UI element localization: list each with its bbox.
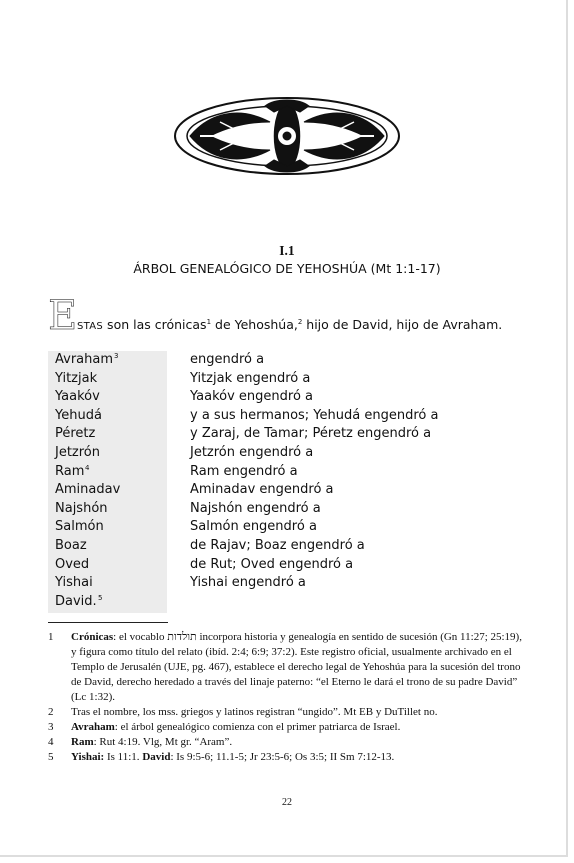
footnote: 1 Crónicas: el vocablo תולדות incorpora historia y genealogía en sentido de sucesión (Gn 11:27; 25:19), y figura como título del relato (ibíd. 2:4; 6:9; 37:2). Este registro oficial, usualmente archivado en el Templo de Jerusalén (UJE, pg. 467), establece el derecho legal de Yehoshúa para la sucesión del trono de David, derecho heredado a través del linaje paterno: “el Eterno le dará el trono de su padre David” (Lc 1:32).	[48, 631, 522, 703]
lineage-text: de Rut; Oved engendró a	[190, 556, 354, 572]
ancestor-name: Najshón	[55, 500, 108, 516]
lineage-text: de Rajav; Boaz engendró a	[190, 538, 365, 553]
footnote-ref[interactable]: 5	[98, 593, 103, 602]
ancestor-name: Aminadav	[55, 482, 121, 498]
intro-text: STAS son las crónicas$^1$ de Yehoshúa,$^2$ hijo de David, hijo de Avraham.	[77, 317, 503, 332]
intro-paragraph	[48, 293, 548, 339]
ancestor-name: Yehudá	[55, 407, 102, 423]
ancestor-name: Ram	[55, 463, 85, 479]
ancestor-name: Salmón	[55, 519, 104, 535]
footnote-ref[interactable]: 1	[206, 318, 212, 326]
lineage-text: Ram engendró a	[190, 463, 298, 479]
footnote-ref[interactable]: 3	[114, 352, 119, 360]
lineage-text: Najshón engendró a	[190, 500, 321, 516]
lineage-text: Yitzjak engendró a	[190, 370, 311, 386]
ancestor-name: Yitzjak	[55, 370, 98, 386]
lineage-text: y Zaraj, de Tamar; Péretz engendró a	[190, 426, 432, 442]
ancestor-name: Avraham	[55, 352, 114, 367]
lineage-text: y a sus hermanos; Yehudá engendró a	[190, 407, 439, 423]
footnote: 3 Avraham: el árbol genealógico comienza con el primer patriarca de Israel.	[48, 721, 401, 733]
footnote-ref[interactable]: 4	[85, 463, 90, 472]
ancestor-name: Péretz	[55, 426, 96, 442]
page-number: 22	[282, 797, 292, 808]
ancestor-name: Oved	[55, 556, 90, 572]
footnote: 5 Yishai: Is 11:1. David: Is 9:5-6; 11.1-5; Jr 23:5-6; Os 3:5; II Sm 7:12-13.	[48, 751, 395, 763]
ancestor-name: Yaakóv	[55, 389, 100, 405]
footnote: 2 Tras el nombre, los mss. griegos y latinos registran “ungido”. Mt EB y DuTillet no.	[48, 706, 438, 718]
footnote: 4 Ram: Rut 4:19. Vlg, Mt gr. “Aram”.	[48, 736, 233, 748]
lineage-text: Yishai engendró a	[190, 575, 306, 591]
ancestor-name: Boaz	[55, 538, 87, 553]
lineage-text: Salmón engendró a	[190, 519, 317, 535]
ancestor-name: David.	[55, 593, 97, 609]
ancestor-name: Jetzrón	[55, 445, 101, 460]
lineage-text: Yaakóv engendró a	[190, 389, 314, 405]
ancestor-name: Yishai	[55, 575, 93, 591]
decorative-ornament	[170, 92, 404, 180]
lineage-text: Aminadav engendró a	[190, 482, 334, 498]
lineage-text: Jetzrón engendró a	[190, 445, 314, 460]
lineage-text: engendró a	[190, 352, 265, 367]
drop-cap: E	[48, 293, 78, 339]
chapter-title: ÁRBOL GENEALÓGICO DE YEHOSHÚA (Mt 1:1-17)	[133, 261, 441, 276]
chapter-number: I.1	[279, 243, 295, 258]
footnote-separator	[48, 622, 168, 623]
footnote-ref[interactable]: 2	[297, 318, 303, 326]
footnotes	[48, 630, 528, 765]
